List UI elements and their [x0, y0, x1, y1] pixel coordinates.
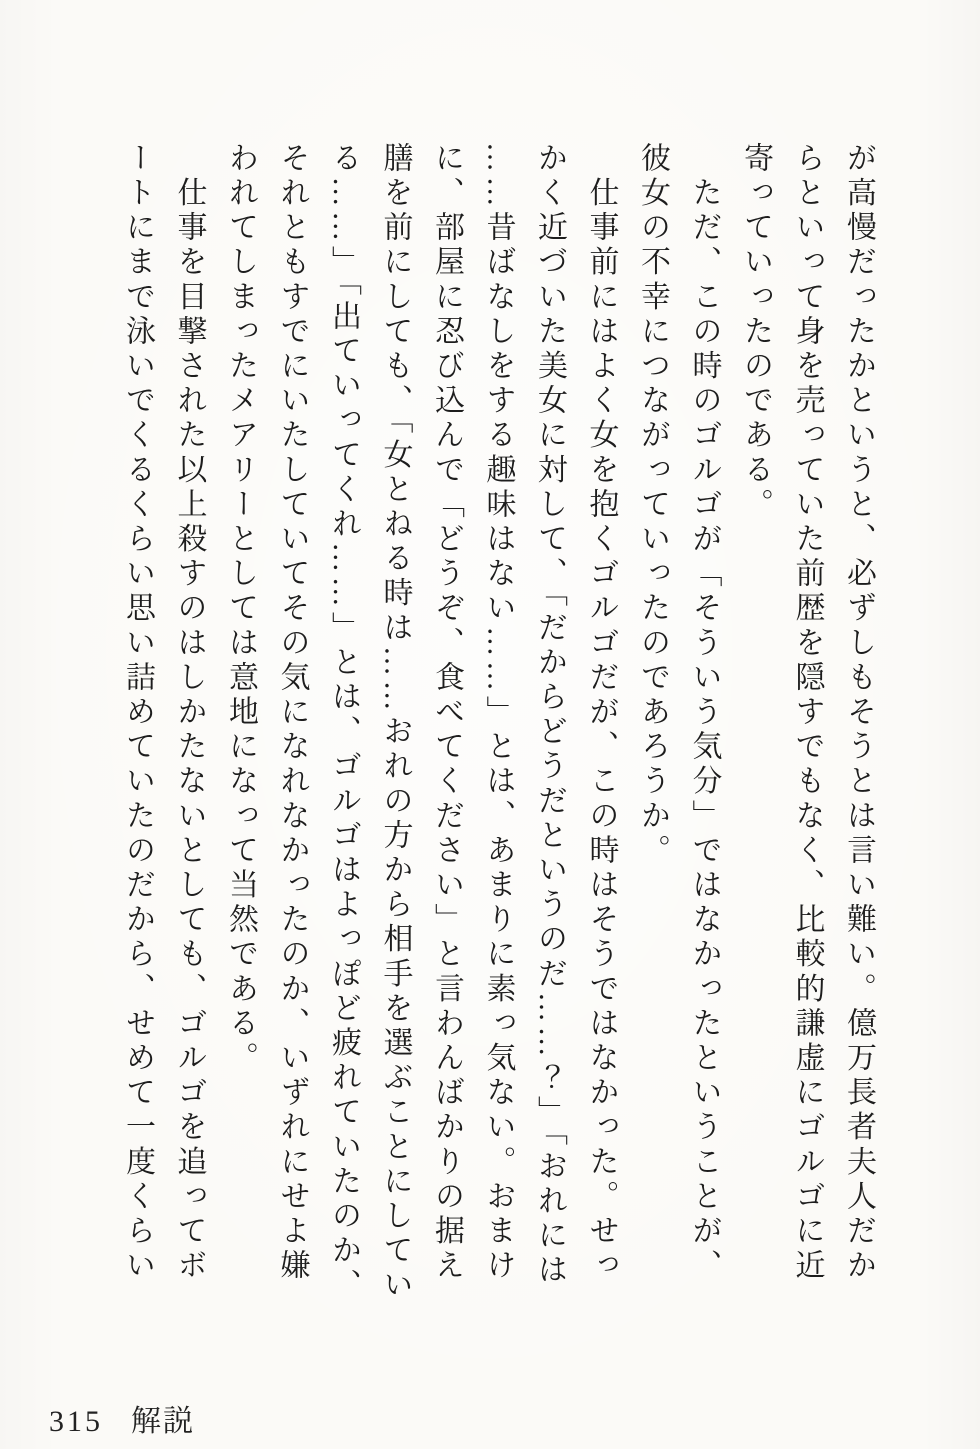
text-column: 膳を前にしても、「女とねる時は……おれの方から相手を選ぶことにしてい: [378, 142, 412, 1304]
text-column: 寄っていったのである。: [739, 142, 772, 523]
text-column: 彼女の不幸につながっていったのであろうか。: [636, 142, 669, 869]
vertical-text-block: [112, 142, 885, 1347]
page-footer: [49, 1396, 195, 1440]
text-column: それともすでにいたしていてその気になれなかったのか、いずれにせよ嫌: [275, 142, 309, 1284]
text-column: ートにまで泳いでくるくらい思い詰めていたのだから、せめて一度くらい: [121, 142, 154, 1284]
text-column: に、部屋に忍び込んで「どうぞ、食べてください」と言わんばかりの据え: [430, 142, 463, 1284]
text-column: ただ、この時のゴルゴが「そういう気分」ではなかったということが、: [687, 142, 721, 1284]
text-column: らといって身を売っていた前歴を隠すでもなく、比較的謙虚にゴルゴに近: [790, 142, 824, 1284]
page-number: 315: [49, 1405, 103, 1438]
running-head-section-title: 解説: [131, 1405, 195, 1438]
text-column: われてしまったメアリーとしては意地になって当然である。: [224, 142, 257, 1077]
text-column: 仕事前にはよく女を抱くゴルゴだが、この時はそうではなかった。せっ: [584, 142, 618, 1284]
text-column: る……」「出ていってくれ……」とは、ゴルゴはよっぽど疲れていたのか、: [327, 142, 360, 1304]
text-column: ……昔ばなしをする趣味はない……」とは、あまりに素っ気ない。おまけ: [481, 142, 515, 1284]
text-column: かく近づいた美女に対して、「だからどうだというのだ……？」「おれには: [533, 142, 566, 1289]
text-column: 仕事を目撃された以上殺すのはしかたないとしても、ゴルゴを追ってボ: [172, 142, 206, 1284]
text-column: が高慢だったかというと、必ずしもそうとは言い難い。億万長者夫人だか: [842, 142, 875, 1284]
